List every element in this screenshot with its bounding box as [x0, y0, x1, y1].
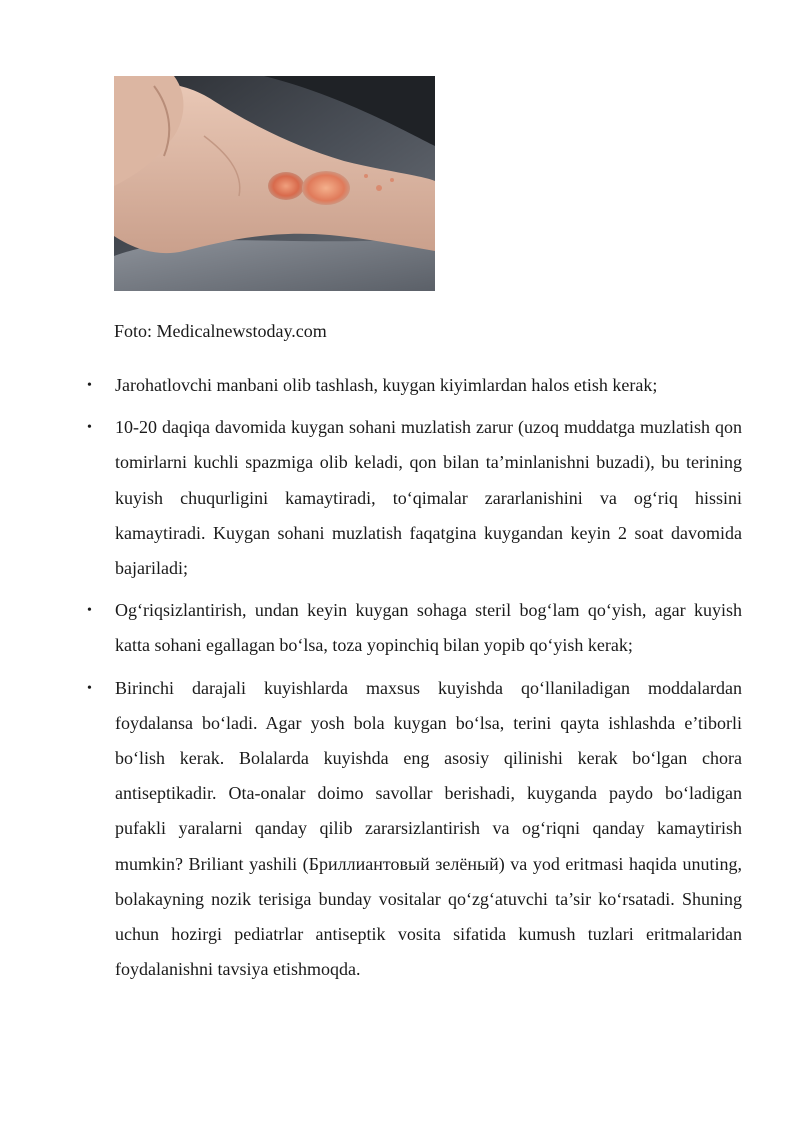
burn-wrist-photo [114, 76, 435, 291]
list-item-text: Birinchi darajali kuyishlarda maxsus kuyishda qo‘llaniladigan moddalardan foydalansa bo‘ladi. Agar yosh bola kuygan bo‘lsa, terini qayta ishlashda e’tiborli bo‘lish kerak. Bolalarda kuyishda eng asosiy qilinishi kerak bo‘lgan chora antiseptikadir. Ota-onalar doimo savollar berishadi, kuyganda paydo bo‘ladigan pufakli yaralarni qanday qilib zararsizlantirish va og‘riqni qanday kamaytirish mumkin? Briliant yashili (Бриллиантовый зелёный) va yod eritmasi haqida unuting, bolakayning nozik terisiga bunday vositalar qo‘zg‘atuvchi ta’sir ko‘rsatadi. Shuning uchun hozirgi pediatrlar antiseptik vosita sifatida kumush tuzlari eritmalaridan foydalanishni tavsiya etishmoqda. [115, 677, 742, 980]
first-aid-steps-list [84, 368, 742, 994]
list-item [84, 593, 742, 663]
bullet-icon: • [87, 378, 92, 393]
list-item [84, 368, 742, 403]
bullet-icon: • [87, 420, 92, 436]
burn-wrist-illustration [114, 76, 435, 291]
list-item [84, 410, 742, 586]
list-item-text: Og‘riqsizlantirish, undan keyin kuygan sohaga steril bog‘lam qo‘yish, agar kuyish katta sohani egallagan bo‘lsa, toza yopinchiq bilan yopib qo‘yish kerak; [115, 600, 742, 656]
list-item-text: Jarohatlovchi manbani olib tashlash, kuygan kiyimlardan halos etish kerak; [115, 375, 658, 395]
photo-caption: Foto: Medicalnewstoday.com [114, 321, 327, 341]
bullet-icon: • [87, 603, 92, 619]
bullet-icon: • [87, 680, 92, 696]
list-item [84, 671, 742, 988]
list-item-text: 10-20 daqiqa davomida kuygan sohani muzlatish zarur (uzoq muddatga muzlatish qon tomirlarni kuchli spazmiga olib keladi, qon bilan ta’minlanishni buzadi), bu terining kuyish chuqurligini kamaytiradi, to‘qimalar zararlanishini va og‘riq hissini kamaytiradi. Kuygan sohani muzlatish faqatgina kuygandan keyin 2 soat davomida bajariladi; [115, 417, 742, 579]
